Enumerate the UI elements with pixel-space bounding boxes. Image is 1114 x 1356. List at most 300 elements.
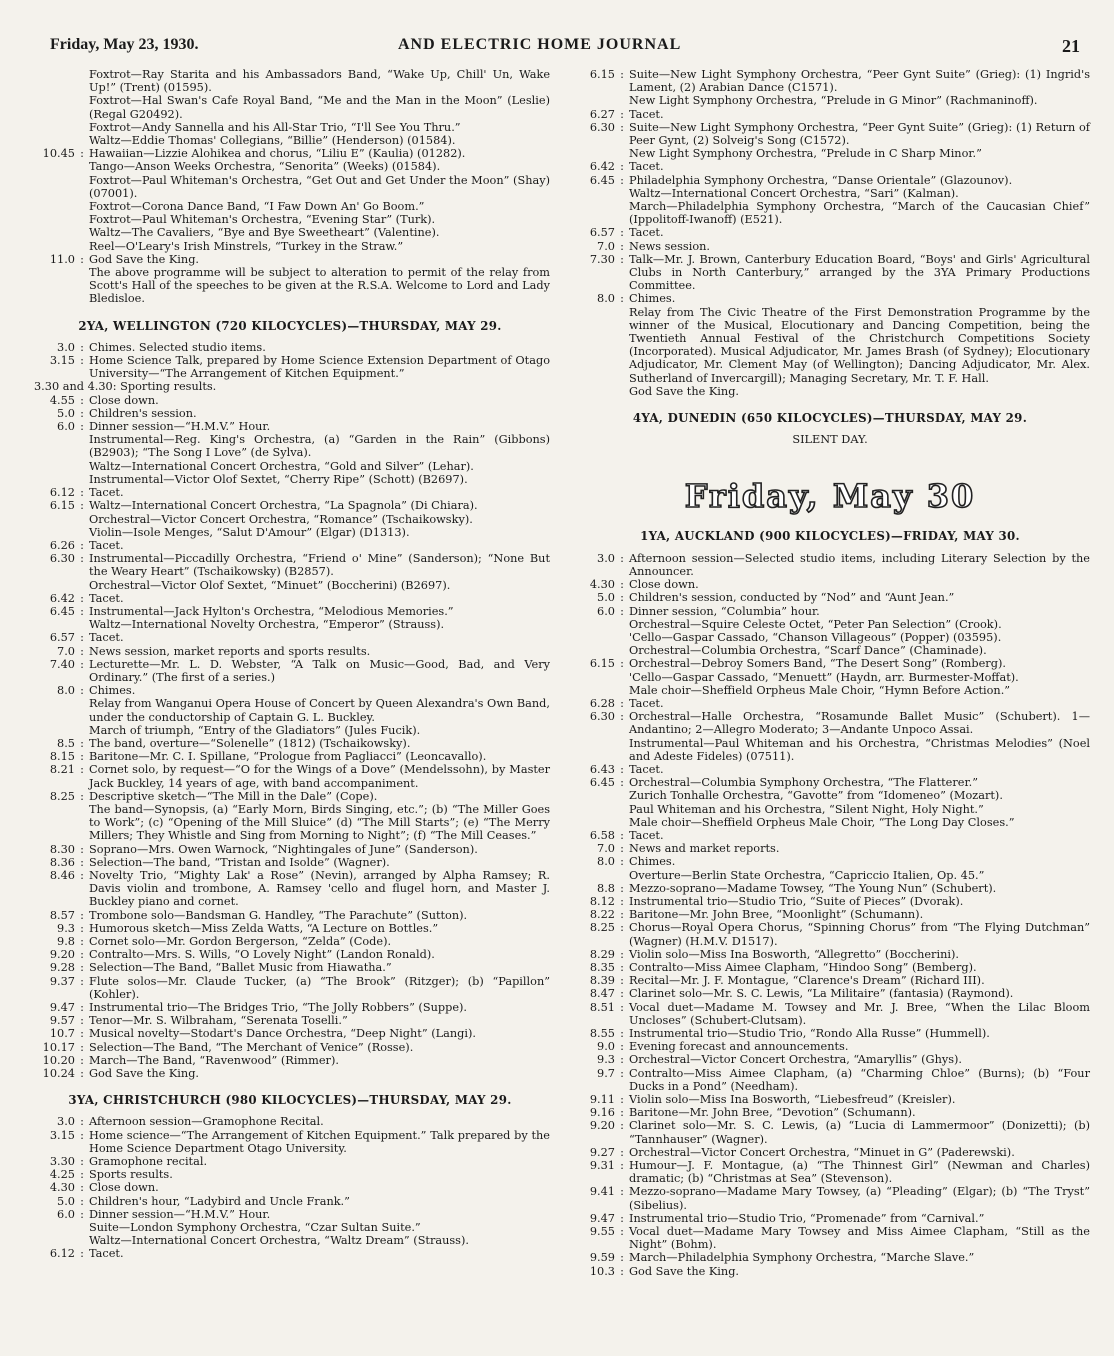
programme-entry [30,856,550,869]
entry-description: Orchestral—Victor Olof Sextet, “Minuet” (Boccherini) (B2697). [89,578,451,592]
programme-entry [30,407,550,420]
time-separator: : [620,881,624,895]
time-separator: : [620,1211,624,1225]
entry-description: God Save the King. [89,252,200,266]
time-separator: : [620,1225,624,1239]
entry-description: Violin solo—Miss Ina Bosworth, “Allegretto” (Boccherini). [629,947,959,961]
entry-time [30,433,75,459]
programme-entry [570,816,1090,829]
entry-description: Trombone solo—Bandsman G. Handley, “The Parachute” (Sutton). [89,908,468,922]
entry-description: Gramophone recital. [89,1155,208,1169]
entry-description: Tacet. [89,1247,124,1261]
entry-description: Evening forecast and announcements. [629,1040,849,1054]
entry-time: 8.39 [589,974,615,988]
entry-description: Selection—The band, “Tristan and Isolde” (Wagner). [89,855,390,869]
entry-description: Waltz—The Cavaliers, “Bye and Bye Sweetheart” (Valentine). [89,226,440,240]
time-separator [75,579,89,592]
time-separator [75,200,89,213]
entry-time: 3.15 [49,354,75,368]
entry-time: 6.15 [589,657,615,671]
entry-description: The band—Synopsis, (a) “Early Morn, Birds Singing, etc.”; (b) “The Miller Goes to Work”; (c) “Opening of the Mill Sluice” (d) “The Mill Starts”; (e) “The Merry Millers; They Whistle and Sing from Morning to Night”; (f) “The Mill Ceases.” [89,802,550,843]
entry-time: 6.0 [57,1207,75,1221]
entry-time: 9.47 [49,1001,75,1015]
time-separator [75,460,89,473]
time-separator: : [620,591,624,605]
entry-description: Musical novelty—Stodart's Dance Orchestra, “Deep Night” (Langi). [89,1027,476,1041]
time-separator: : [80,1001,84,1015]
entry-time: 6.0 [57,420,75,434]
programme-entry [570,987,1090,1000]
entry-time: 6.42 [49,591,75,605]
entry-time: 8.30 [49,842,75,856]
entry-time: 6.45 [589,776,615,790]
entry-time: 6.43 [589,762,615,776]
programme-entry [570,921,1090,947]
entry-description: Suite—London Symphony Orchestra, “Czar Sultan Suite.” [89,1221,421,1235]
entry-time: 4.55 [49,393,75,407]
entry-time: 8.25 [589,921,615,935]
entry-time [30,1221,75,1234]
time-separator [615,671,629,684]
right-column [570,68,1090,1278]
entry-description: Vocal duet—Madame Mary Towsey and Miss Aimee Clapham, “Still as the Night” (Bohm). [629,1225,1090,1252]
programme-entry [570,803,1090,816]
programme-entry [30,843,550,856]
entry-time [30,266,75,306]
entry-text: 3.30 and 4.30: Sporting results. [34,380,217,394]
time-separator: : [620,1106,624,1120]
entry-time [570,94,615,107]
entry-description: Close down. [89,1181,159,1195]
entry-description: New Light Symphony Orchestra, “Prelude in C Sharp Minor.” [629,147,982,161]
programme-entry [570,631,1090,644]
time-separator [615,94,629,107]
programme-entry [30,1129,550,1155]
time-separator: : [80,1181,84,1195]
time-separator: : [620,696,624,710]
programme-entry [570,869,1090,882]
programme-entry [30,1181,550,1194]
entry-time: 9.3 [57,921,75,935]
day-banner: Friday, May 30 [684,477,976,516]
entry-time [30,160,75,173]
entry-description: Waltz—International Concert Orchestra, “Sari” (Kalman). [629,186,959,200]
entry-description: Chorus—Royal Opera Chorus, “Spinning Chorus” from “The Flying Dutchman” (Wagner) (H.M.V. D1517). [629,921,1090,948]
time-separator [75,160,89,173]
programme-entry [30,1054,550,1067]
time-separator [75,134,89,147]
entry-description: Vocal duet—Madame M. Towsey and Mr. J. Bree, “When the Lilac Bloom Uncloses” (Schubert-Clutsam). [629,1000,1090,1027]
programme-entry [30,750,550,763]
programme-entry [570,961,1090,974]
time-separator: : [80,921,84,935]
time-separator: : [620,226,624,240]
entry-time: 10.17 [42,1040,75,1054]
time-separator [615,684,629,697]
programme-entry [570,1106,1090,1119]
entry-time: 10.7 [49,1027,75,1041]
time-separator: : [620,120,624,134]
entry-time: 5.0 [597,591,615,605]
entry-description: Orchestral—Columbia Symphony Orchestra, “The Flatterer.” [629,776,978,790]
programme-entry [570,1027,1090,1040]
entry-time: 8.51 [589,1000,615,1014]
time-separator: : [620,1119,624,1133]
programme-entry [30,473,550,486]
time-separator [75,803,89,843]
entry-description: Orchestral—Squire Celeste Octet, “Peter Pan Selection” (Crook). [629,617,1002,631]
programme-entry [570,1146,1090,1159]
programme-entry [30,1155,550,1168]
entry-time: 3.0 [57,1115,75,1129]
entry-description: Foxtrot—Paul Whiteman's Orchestra, “Evening Star” (Turk). [89,213,436,227]
entry-description: Suite—New Light Symphony Orchestra, “Peer Gynt Suite” (Grieg): (1) Return of Peer Gynt, (2) Solveig's Song (C1572). [629,120,1090,148]
programme-entry [570,644,1090,657]
entry-description: Baritone—Mr. John Bree, “Devotion” (Schumann). [629,1106,916,1120]
programme-entry [30,121,550,134]
programme-entry [30,763,550,789]
programme-entry [570,697,1090,710]
programme-entry [30,790,550,803]
entry-description: Home Science Talk, prepared by Home Science Extension Department of Otago University—“The Arrangement of Kitchen Equipment.” [89,354,550,381]
programme-entry [570,552,1090,578]
entry-time [570,618,615,631]
entry-description: Tacet. [89,538,124,552]
entry-description: Descriptive sketch—“The Mill in the Dale” (Cope). [89,789,378,803]
entry-time: 3.30 [49,1155,75,1169]
programme-entry [30,513,550,526]
entry-description: Afternoon session—Selected studio items, including Literary Selection by the Announcer. [629,551,1090,578]
entry-time: 8.5 [57,736,75,750]
programme-entry [30,1247,550,1260]
time-separator [75,433,89,459]
time-separator: : [620,160,624,174]
entry-time: 6.0 [597,604,615,618]
time-separator: : [80,855,84,869]
programme-entry [30,697,550,723]
programme-entry [570,895,1090,908]
programme-entry [30,341,550,354]
entry-time: 7.0 [597,842,615,856]
entry-description: March—Philadelphia Symphony Orchestra, “March of the Caucasian Chief” (Ippolitoff-Iwanoff) (E521). [629,200,1090,227]
entry-description: Waltz—Eddie Thomas' Collegians, “Billie” (Henderson) (01584). [89,134,456,148]
programme-entry [570,1212,1090,1225]
entry-description: Foxtrot—Hal Swan's Cafe Royal Band, “Me and the Man in the Moon” (Leslie) (Regal G20492). [89,94,550,121]
entry-time: 3.15 [49,1128,75,1142]
programme-entry [570,1185,1090,1211]
programme-entry [570,855,1090,868]
time-separator: : [620,908,624,922]
station-heading: 1YA, AUCKLAND (900 KILOCYCLES)—FRIDAY, MAY 30. [640,529,1020,544]
time-separator: : [620,239,624,253]
time-separator: : [80,354,84,368]
entry-description: Talk—Mr. J. Brown, Canterbury Education Board, “Boys' and Girls' Agricultural Clubs in North Canterbury,” arranged by the 3YA Primary Productions Committee. [629,252,1090,293]
entry-time: 9.28 [49,961,75,975]
time-separator [75,724,89,737]
entry-description: Instrumental trio—Studio Trio, “Promenade” from “Carnival.” [629,1211,985,1225]
time-separator [615,618,629,631]
entry-time: 8.0 [597,855,615,869]
programme-entry [30,645,550,658]
time-separator [615,385,629,398]
entry-time [30,134,75,147]
entry-time: 4.30 [589,578,615,592]
programme-entry [570,147,1090,160]
entry-time: 7.0 [597,239,615,253]
time-separator: : [620,578,624,592]
time-separator: : [80,406,84,420]
entry-time: 6.12 [49,1247,75,1261]
entry-description: Orchestral—Halle Orchestra, “Rosamunde Ballet Music” (Schubert). 1—Andantino; 2—Allegro Moderato; 3—Andante Unpoco Assai. [629,710,1090,737]
programme-entry [30,394,550,407]
entry-description: Lecturette—Mr. L. D. Webster, “A Talk on Music—Good, Bad, and Very Ordinary.” (The first of a series.) [89,657,550,684]
entry-description: New Light Symphony Orchestra, “Prelude in G Minor” (Rachmaninoff). [629,94,1038,108]
entry-description: Baritone—Mr. John Bree, “Moonlight” (Schumann). [629,908,924,922]
entry-time [30,618,75,631]
station-heading: 4YA, DUNEDIN (650 KILOCYCLES)—THURSDAY, MAY 29. [632,411,1028,426]
entry-time: 10.3 [589,1264,615,1278]
entry-description: Recital—Mr. J. F. Montague, “Clarence's Dream” (Richard III). [629,974,985,988]
entry-description: Tacet. [629,762,664,776]
time-separator: : [80,538,84,552]
time-separator: : [80,1207,84,1221]
programme-entry [30,1014,550,1027]
time-separator: : [80,1014,84,1028]
entry-description: News and market reports. [629,842,780,856]
programme-entry [570,1225,1090,1251]
programme-entry [30,737,550,750]
entry-time: 9.0 [597,1040,615,1054]
entry-description: Mezzo-soprano—Madame Mary Towsey, (a) “Pleading” (Elgar); (b) “The Tryst” (Sibelius). [629,1185,1090,1212]
entry-time: 6.30 [589,120,615,134]
entry-description: Instrumental—Victor Olof Sextet, “Cherry Ripe” (Schott) (B2697). [89,472,468,486]
programme-entry [30,961,550,974]
time-separator: : [620,1000,624,1014]
entry-description: Tacet. [629,226,664,240]
time-separator [75,121,89,134]
entry-time [570,147,615,160]
entry-description: Flute solos—Mr. Claude Tucker, (a) “The Brook” (Ritzger); (b) “Papillon” (Kohler). [89,974,550,1001]
entry-time: 6.45 [49,604,75,618]
entry-description: Children's session, conducted by “Nod” and “Aunt Jean.” [629,591,955,605]
entry-description: Violin—Isole Menges, “Salut D'Amour” (Elgar) (D1313). [89,525,410,539]
time-separator: : [80,868,84,882]
time-separator: : [80,340,84,354]
entry-time: 6.58 [589,828,615,842]
programme-entry [30,1001,550,1014]
entry-time [30,697,75,723]
time-separator [75,213,89,226]
entry-time [570,385,615,398]
entry-time [30,174,75,200]
entry-description: Paul Whiteman and his Orchestra, “Silent Night, Holy Night.” [629,802,984,816]
entry-description: Zurich Tonhalle Orchestra, “Gavotte” from “Idomeneo” (Mozart). [629,789,1003,803]
entry-description: Chimes. [629,855,676,869]
entry-description: Humour—J. F. Montague, (a) “The Thinnest Girl” (Newman and Charles) dramatic; (b) “Christmas at Sea” (Stevenson). [629,1159,1090,1186]
programme-entry [570,1067,1090,1093]
entry-description: Dinner session—“H.M.V.” Hour. [89,420,271,434]
time-separator: : [620,894,624,908]
entry-time: 9.20 [589,1119,615,1133]
time-separator [75,240,89,253]
entry-description: Waltz—International Concert Orchestra, “Waltz Dream” (Strauss). [89,1234,469,1248]
entry-time: 8.21 [49,763,75,777]
time-separator: : [80,684,84,698]
entry-description: Tenor—Mr. S. Wilbraham, “Serenata Toselli.” [89,1014,348,1028]
time-separator: : [620,252,624,266]
programme-entry [30,1168,550,1181]
time-separator: : [620,947,624,961]
entry-description: God Save the King. [629,384,740,398]
programme-entry [570,684,1090,697]
entry-description: Waltz—International Concert Orchestra, “La Spagnola” (Di Chiara). [89,499,478,513]
entry-description: Violin solo—Miss Ina Bosworth, “Liebesfreud” (Kreisler). [629,1093,956,1107]
entry-description: Contralto—Mrs. S. Wills, “O Lovely Night” (Landon Ronald). [89,948,435,962]
entry-time: 6.27 [589,107,615,121]
entry-time: 9.8 [57,935,75,948]
programme-entry [30,174,550,200]
time-separator [75,526,89,539]
time-separator: : [620,173,624,187]
entry-time: 6.15 [49,499,75,513]
entry-time: 11.0 [49,252,75,266]
entry-description: Male choir—Sheffield Orpheus Male Choir, “The Long Day Closes.” [629,815,1015,829]
programme-entry [570,789,1090,802]
entry-description: Relay from Wanganui Opera House of Concert by Queen Alexandra's Own Band, under the conductorship of Captain G. L. Buckley. [89,697,550,724]
programme-entry [30,460,550,473]
programme-entry [570,108,1090,121]
programme-entry [30,147,550,160]
entry-time: 9.47 [589,1211,615,1225]
time-separator: : [80,393,84,407]
entry-description: Tacet. [629,160,664,174]
entry-time: 9.20 [49,948,75,962]
time-separator [75,513,89,526]
programme-entry [30,526,550,539]
entry-time [30,526,75,539]
time-separator: : [620,657,624,671]
programme-entry [30,253,550,266]
programme-entry [30,200,550,213]
programme-entry [570,1093,1090,1106]
time-separator [615,803,629,816]
entry-time: 6.57 [49,631,75,645]
entry-description: Foxtrot—Ray Starita and his Ambassadors Band, “Wake Up, Chill' Un, Wake Up!” (Trent) (01595). [89,68,550,95]
station-heading: 2YA, WELLINGTON (720 KILOCYCLES)—THURSDAY, MAY 29. [78,318,502,333]
entry-description: Humorous sketch—Miss Zelda Watts, “A Lecture on Bottles.” [89,921,439,935]
time-separator: : [620,1027,624,1040]
entry-time: 5.0 [57,406,75,420]
entry-description: Foxtrot—Andy Sannella and his All-Star Trio, “I'll See You Thru.” [89,120,461,134]
time-separator: : [80,252,84,266]
entry-description: Tacet. [629,696,664,710]
programme-entry [30,869,550,909]
time-separator: : [80,420,84,434]
entry-description: Close down. [629,578,699,592]
entry-time: 4.25 [49,1168,75,1182]
entry-description: News session. [629,239,710,253]
programme-entry [570,1159,1090,1185]
entry-time: 8.47 [589,987,615,1001]
entry-description: Tacet. [89,486,124,500]
time-separator: : [620,1066,624,1080]
time-separator: : [620,604,624,618]
entry-time: 8.57 [49,908,75,922]
entry-description: Reel—O'Leary's Irish Minstrels, “Turkey in the Straw.” [89,239,404,253]
entry-description: Baritone—Mr. C. I. Spillane, “Prologue from Pagliacci” (Leoncavallo). [89,750,487,764]
entry-description: Afternoon session—Gramophone Recital. [89,1115,324,1129]
entry-time [570,684,615,697]
time-separator [75,1221,89,1234]
entry-time: 8.35 [589,960,615,974]
journal-title: AND ELECTRIC HOME JOURNAL [398,36,682,53]
entry-time [30,213,75,226]
entry-description: Instrumental—Reg. King's Orchestra, (a) “Garden in the Rain” (Gibbons) (B2903); “The Song I Love” (de Sylva). [89,433,550,460]
programme-entry [30,226,550,239]
time-separator: : [80,591,84,605]
time-separator: : [80,1155,84,1169]
time-separator: : [620,1251,624,1265]
time-separator: : [620,551,624,565]
entry-time: 9.16 [589,1106,615,1120]
time-separator [75,94,89,120]
entry-time: 9.31 [589,1159,615,1173]
time-separator [615,789,629,802]
entry-time: 9.55 [589,1225,615,1239]
programme-entry [30,592,550,605]
time-separator: : [80,750,84,764]
time-separator [75,697,89,723]
entry-time [570,187,615,200]
entry-time [570,631,615,644]
entry-time: 3.0 [597,551,615,565]
time-separator [75,1234,89,1247]
time-separator: : [80,1194,84,1208]
entry-description: Hawaiian—Lizzie Alohikea and chorus, “Liliu E” (Kaulia) (01282). [89,147,466,161]
entry-time [30,803,75,843]
time-separator: : [620,974,624,988]
entry-time [30,724,75,737]
time-separator [615,147,629,160]
page-number: 21 [1062,36,1080,56]
time-separator: : [80,486,84,500]
entry-description: Tacet. [89,631,124,645]
programme-entry [30,420,550,433]
station-heading: 3YA, CHRISTCHURCH (980 KILOCYCLES)—THURSDAY, MAY 29. [68,1093,512,1108]
programme-entry [30,134,550,147]
programme-entry [570,68,1090,94]
programme-entry [30,1067,550,1080]
time-separator: : [620,776,624,790]
entry-description: Male choir—Sheffield Orpheus Male Choir, “Hymn Before Action.” [629,683,1011,697]
entry-description: Tacet. [629,828,664,842]
entry-time [30,240,75,253]
entry-description: Tacet. [629,107,664,121]
entry-time [570,306,615,385]
entry-time: 9.41 [589,1185,615,1199]
entry-description: Tango—Anson Weeks Orchestra, “Senorita” (Weeks) (01584). [89,160,441,174]
programme-entry [30,1234,550,1247]
programme-entry [30,975,550,1001]
programme-entry [30,948,550,961]
time-separator [615,737,629,763]
programme-entry [30,552,550,578]
time-separator: : [620,107,624,121]
entry-time: 3.0 [57,340,75,354]
entry-description: Instrumental trio—The Bridges Trio, “The Jolly Robbers” (Suppe). [89,1001,468,1015]
entry-description: The above programme will be subject to alteration to permit of the relay from Scott's Hall of the speeches to be given at the R.S.A. Welcome to Lord and Lady Bledisloe. [89,266,550,306]
entry-time: 9.7 [597,1066,615,1080]
